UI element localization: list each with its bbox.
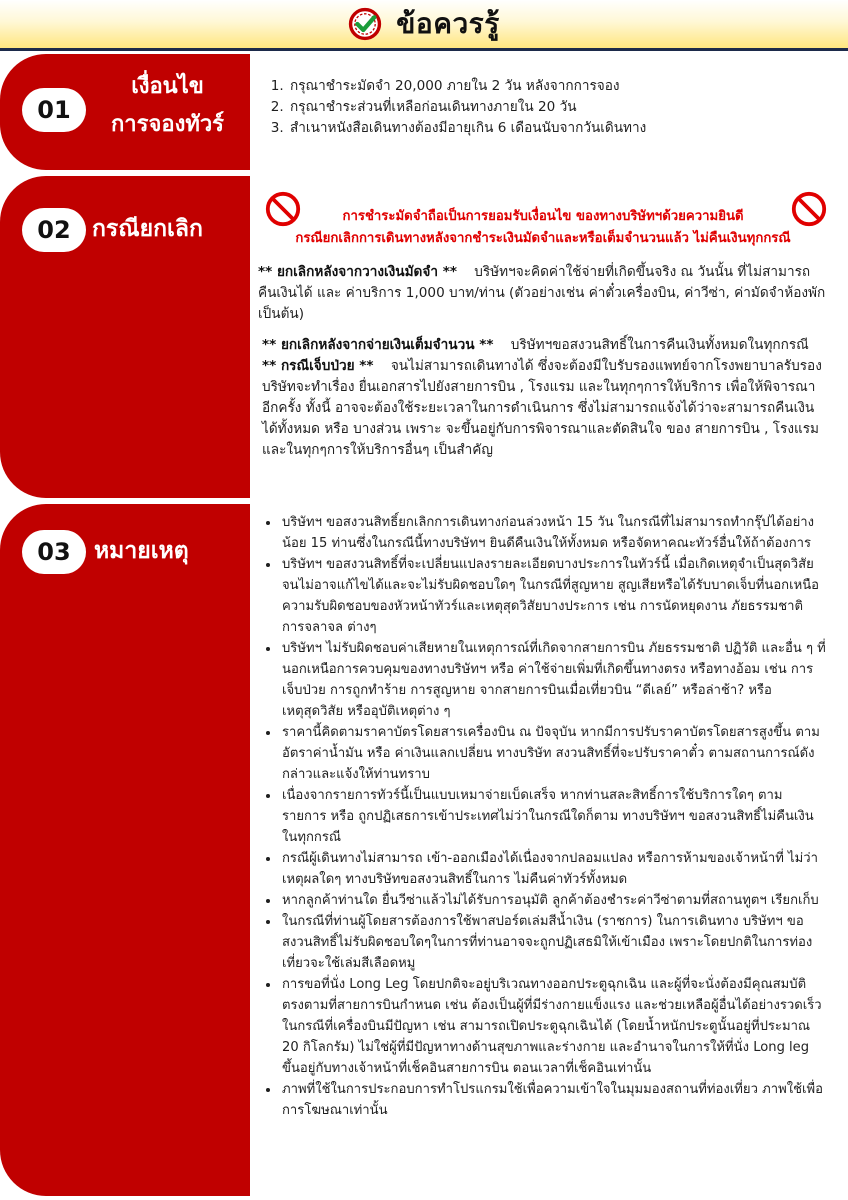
list-item: • ในกรณีที่ท่านผู้โดยสารต้องการใช้พาสปอร์ตเล่มสีน้ำเงิน (ราชการ) ในการเดินทาง บริษัทฯ ขอสงวนสิทธิ์ไม่รับผิดชอบใดๆในการที่ท่านอาจจะถูกปฏิเสธมิให้เข้าเมือง เพราะโดยปกติในการท่องเที่ยวจะใช้เล่มสีเลือดหมู	[280, 911, 826, 974]
warning-line1: การชำระมัดจำถือเป็นการยอมรับเงื่อนไข ของทางบริษัทฯด้วยความยินดี	[342, 209, 744, 224]
cancellation-body	[258, 262, 826, 461]
section-cancellation	[0, 176, 848, 498]
list-item: • บริษัทฯ ไม่รับผิดชอบค่าเสียหายในเหตุการณ์ที่เกิดจากสายการบิน ภัยธรรมชาติ ปฏิวัติ และอื่น ๆ ที่นอกเหนือการควบคุมของทางบริษัทฯ หรือ ค่าใช้จ่ายเพิ่มที่เกิดขึ้นทางตรง หรือทางอ้อม เช่น การเจ็บป่วย การถูกทำร้าย การสูญหาย จากสายการบินเมื่อเที่ยวบิน “ดีเลย์” หรือล่าช้า? หรือ เหตุสุดวิสัย หรืออุบัติเหตุต่าง ๆ	[280, 638, 826, 722]
section-number: 03	[22, 530, 86, 574]
warning-line2: กรณียกเลิกการเดินทางหลังจากชำระเงินมัดจำและหรือเต็มจำนวนแล้ว ไม่คืนเงินทุกกรณี	[295, 231, 791, 246]
section-booking-terms	[0, 54, 848, 170]
list-item: • ราคานี้คิดตามราคาบัตรโดยสารเครื่องบิน ณ ปัจจุบัน หากมีการปรับราคาบัตรโดยสารสูงขึ้น ตามอัตราค่าน้ำมัน หรือ ค่าเงินแลกเปลี่ยน ทางบริษัท สงวนสิทธิ์ที่จะปรับราคาตั๋ว ตามสถานการณ์ดังกล่าวและแจ้งให้ท่านทราบ	[280, 722, 826, 785]
check-badge-icon	[348, 7, 382, 41]
section-number: 02	[22, 208, 86, 252]
section-title-line1: เงื่อนไข	[131, 74, 204, 99]
list-item: 1. กรุณาชำระมัดจำ 20,000 ภายใน 2 วัน หลังจากการจอง	[288, 76, 826, 97]
page-title: ข้อควรรู้	[396, 7, 500, 40]
section-title	[90, 68, 245, 144]
section-number: 01	[22, 88, 86, 132]
cancel-after-full-payment	[258, 335, 826, 356]
cancel-illness	[258, 356, 826, 461]
cancel-after-deposit-text: บริษัทฯจะคิดค่าใช้จ่ายที่เกิดขึ้นจริง ณ วันนั้น ที่ไม่สามารถ คืนเงินได้ และ ค่าบริการ 1,000 บาท/ท่าน (ตัวอย่างเช่น ค่าตั๋วเครื่องบิน, ค่าวีซ่า, ค่ามัดจำห้องพัก เป็นต้น)	[258, 264, 826, 322]
section-remarks	[0, 504, 848, 1196]
cancel-illness-text: จนไม่สามารถเดินทางได้ ซึ่งจะต้องมีใบรับรองแพทย์จากโรงพยาบาลรับรอง บริษัทจะทำเรื่อง ยื่นเอกสารไปยังสายการบิน , โรงแรม และในทุกๆการให้บริการ เพื่อให้พิจารณาอีกครั้ง ทั้งนี้ อาจจะต้องใช้ระยะเวลาในการดำเนินการ ซึ่งไม่สามารถแจ้งได้ว่าจะสามารถคืนเงินได้ทั้งหมด หรือ บางส่วน เพราะ จะขึ้นอยู่กับการพิจารณาและตัดสินใจ ของ สายการบิน , โรงแรม และในทุกๆการให้บริการอื่นๆ เป็นสำคัญ	[262, 358, 822, 458]
page-header	[0, 0, 848, 51]
cancel-after-deposit	[258, 262, 826, 325]
cancel-after-deposit-label: ** ยกเลิกหลังจากวางเงินมัดจำ **	[258, 264, 457, 280]
list-item: • การขอที่นั่ง Long Leg โดยปกติจะอยู่บริเวณทางออกประตูฉุกเฉิน และผู้ที่จะนั่งต้องมีคุณสมบัติตรงตามที่สายการบินกำหนด เช่น ต้องเป็นผู้ที่มีร่างกายแข็งแรง และช่วยเหลือผู้อื่นได้อย่างรวดเร็วในกรณีที่เครื่องบินมีปัญหา เช่น สามารถเปิดประตูฉุกเฉินได้ (โดยน้ำหนักประตูนั้นอยู่ที่ประมาณ 20 กิโลกรัม) ไม่ใช่ผู้ที่มีปัญหาทางด้านสุขภาพและร่างกาย และอำนาจในการให้ที่นั่ง Long leg ขึ้นอยู่กับทางเจ้าหน้าที่เช็คอินสายการบิน ตอนเวลาที่เช็คอินเท่านั้น	[280, 974, 826, 1079]
section-title-line2: การจองทัวร์	[110, 112, 224, 137]
section-title: กรณียกเลิก	[92, 216, 203, 242]
section-label-panel	[0, 504, 250, 1196]
list-item: 2. กรุณาชำระส่วนที่เหลือก่อนเดินทางภายใน 20 วัน	[288, 97, 826, 118]
list-item: 3. สำเนาหนังสือเดินทางต้องมีอายุเกิน 6 เดือนนับจากวันเดินทาง	[288, 118, 826, 139]
cancellation-warning	[258, 206, 828, 250]
list-item: • ภาพที่ใช้ในการประกอบการทำโปรแกรมใช้เพื่อความเข้าใจในมุมมองสถานที่ท่องเที่ยว ภาพใช้เพื่อการโฆษณาเท่านั้น	[280, 1079, 826, 1121]
list-item: • กรณีผู้เดินทางไม่สามารถ เข้า-ออกเมืองได้เนื่องจากปลอมแปลง หรือการห้ามของเจ้าหน้าที่ ไม่ว่าเหตุผลใดๆ ทางบริษัทขอสงวนสิทธิ์ในการ ไม่คืนค่าทัวร์ทั้งหมด	[280, 848, 826, 890]
cancel-illness-label: ** กรณีเจ็บป่วย **	[262, 358, 374, 374]
booking-terms-list	[272, 76, 826, 139]
section-title: หมายเหตุ	[94, 538, 189, 564]
remarks-list	[258, 512, 826, 1121]
list-item: • หากลูกค้าท่านใด ยื่นวีซ่าแล้วไม่ได้รับการอนุมัติ ลูกค้าต้องชำระค่าวีซ่าตามที่สถานทูตฯ เรียกเก็บ	[280, 890, 826, 911]
cancel-after-full-payment-text: บริษัทฯขอสงวนสิทธิ์ในการคืนเงินทั้งหมดในทุกกรณี	[510, 337, 809, 353]
list-item: • บริษัทฯ ขอสงวนสิทธิ์ที่จะเปลี่ยนแปลงรายละเอียดบางประการในทัวร์นี้ เมื่อเกิดเหตุจำเป็นสุดวิสัย จนไม่อาจแก้ไขได้และจะไม่รับผิดชอบใดๆ ในกรณีที่สูญหาย สูญเสียหรือได้รับบาดเจ็บที่นอกเหนือความรับผิดชอบของหัวหน้าทัวร์และเหตุสุดวิสัยบางประการ เช่น การนัดหยุดงาน ภัยธรรมชาติ การจลาจล ต่างๆ	[280, 554, 826, 638]
cancel-after-full-payment-label: ** ยกเลิกหลังจากจ่ายเงินเต็มจำนวน **	[262, 337, 494, 353]
list-item: • เนื่องจากรายการทัวร์นี้เป็นแบบเหมาจ่ายเบ็ดเสร็จ หากท่านสละสิทธิ์การใช้บริการใดๆ ตามรายการ หรือ ถูกปฏิเสธการเข้าประเทศไม่ว่าในกรณีใดก็ตาม ทางบริษัทฯ ขอสงวนสิทธิ์ไม่คืนเงินในทุกกรณี	[280, 785, 826, 848]
list-item: • บริษัทฯ ขอสงวนสิทธิ์ยกเลิกการเดินทางก่อนล่วงหน้า 15 วัน ในกรณีที่ไม่สามารถทำกรุ๊ปได้อย่างน้อย 15 ท่านซึ่งในกรณีนี้ทางบริษัทฯ ยินดีคืนเงินให้ทั้งหมด หรือจัดหาคณะทัวร์อื่นให้ถ้าต้องการ	[280, 512, 826, 554]
